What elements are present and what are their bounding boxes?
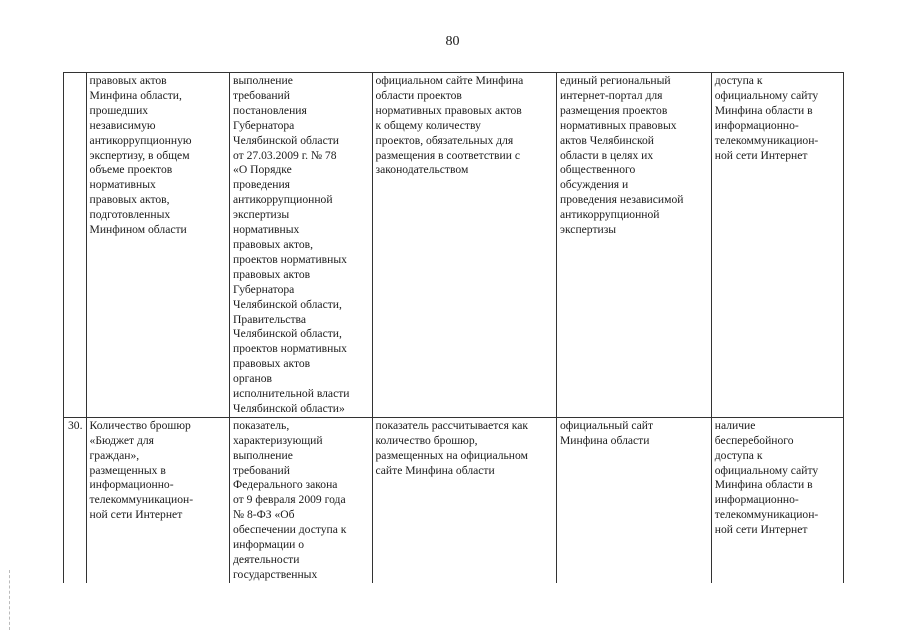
page-number: 80: [445, 34, 460, 49]
indicator-description-cell: показатель, характеризующий выполнение требований Федерального закона от 9 февраля 2009 года № 8-ФЗ «Об обеспечении доступа к информации о деятельности государственных: [230, 417, 372, 583]
indicators-table: [63, 72, 844, 583]
target-value-cell: наличие бесперебойного доступа к официальному сайту Минфина области в информационно- телекоммуникацион- ной сети Интернет: [711, 417, 843, 583]
scan-margin-mark: [9, 570, 11, 630]
table-row: [64, 417, 844, 583]
table-row: [64, 73, 844, 418]
indicator-name-cell: Количество брошюр «Бюджет для граждан», размещенных в информационно- телекоммуникацион- ной сети Интернет: [86, 417, 229, 583]
target-value-cell: доступа к официальному сайту Минфина области в информационно- телекоммуникацион- ной сети Интернет: [711, 73, 843, 418]
data-source-cell: единый региональный интернет-портал для размещения проектов нормативных правовых актов Челябинской области в целях их общественного обсуждения и проведения независимой антикоррупционной экспертизы: [556, 73, 711, 418]
calculation-method-cell: официальном сайте Минфина области проектов нормативных правовых актов к общему количеству проектов, обязательных для размещения в соответствии с законодательством: [372, 73, 556, 418]
indicator-description-cell: выполнение требований постановления Губернатора Челябинской области от 27.03.2009 г. № 78 «О Порядке проведения антикоррупционной экспертизы нормативных правовых актов, проектов нормативных правовых актов Губернатора Челябинской области, Правительства Челябинской области, проектов нормативных правовых актов органов исполнительной власти Челябинской области»: [230, 73, 372, 418]
data-source-cell: официальный сайт Минфина области: [556, 417, 711, 583]
row-number-cell: 30.: [64, 417, 87, 583]
calculation-method-cell: показатель рассчитывается как количество брошюр, размещенных на официальном сайте Минфина области: [372, 417, 556, 583]
indicator-name-cell: правовых актов Минфина области, прошедших независимую антикоррупционную экспертизу, в общем объеме проектов нормативных правовых актов, подготовленных Минфином области: [86, 73, 229, 418]
row-number-cell: [64, 73, 87, 418]
